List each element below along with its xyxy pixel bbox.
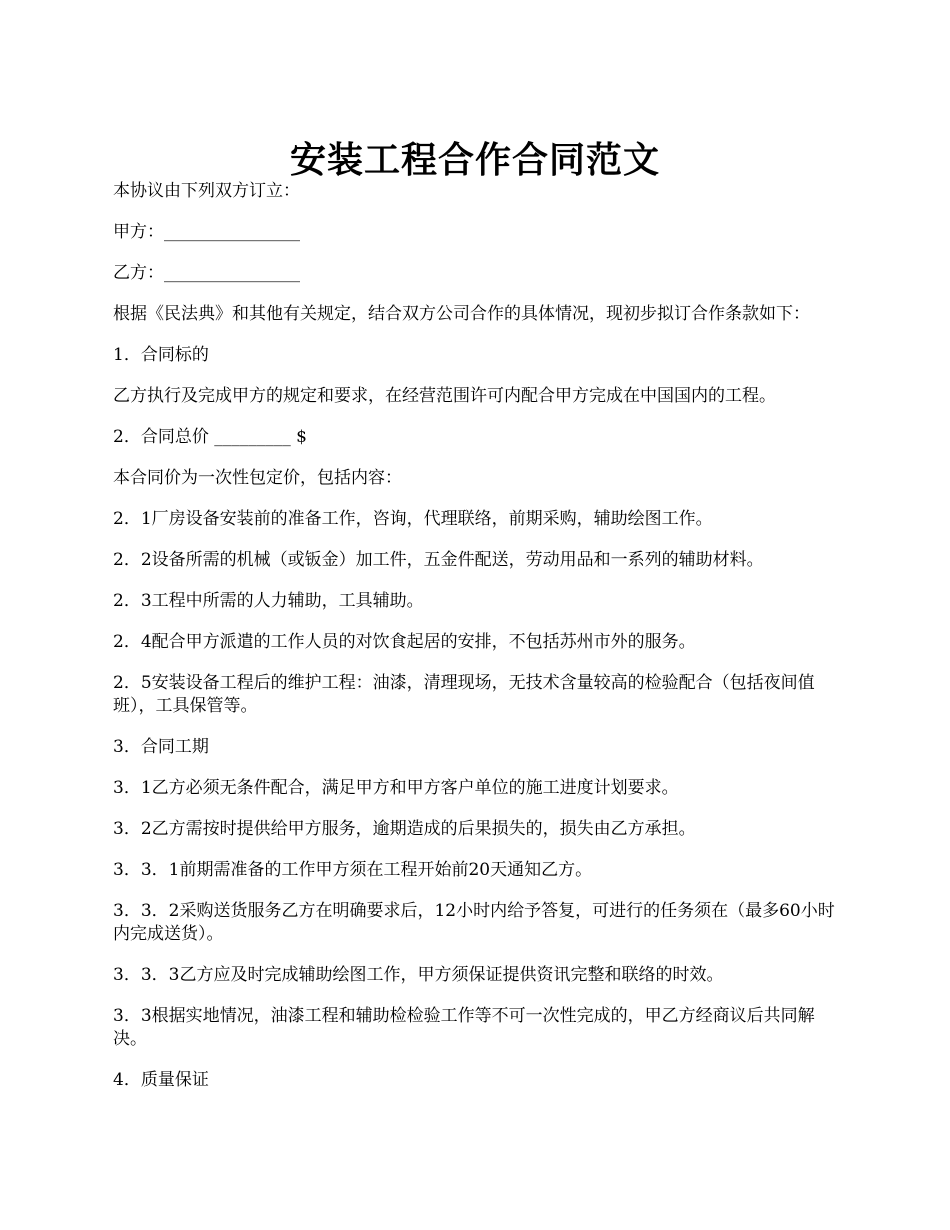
clause: 2．4配合甲方派遣的工作人员的对饮食起居的安排，不包括苏州市外的服务。: [113, 632, 696, 652]
document-title: 安装工程合作合同范文: [289, 139, 660, 182]
paragraph: 乙方执行及完成甲方的规定和要求，在经营范围许可内配合甲方完成在中国国内的工程。: [113, 386, 776, 406]
clause: 2．1厂房设备安装前的准备工作，咨询，代理联络，前期采购，辅助绘图工作。: [113, 509, 713, 529]
section-heading: 2．合同总价 _________ $: [113, 427, 307, 447]
paragraph: 根据《民法典》和其他有关规定，结合双方公司合作的具体情况，现初步拟订合作条款如下：: [113, 304, 810, 324]
clause: 2．5安装设备工程后的维护工程：油漆，清理现场，无技术含量较高的检验配合（包括夜间值班），工具保管等。: [113, 673, 815, 716]
section-heading: 3．合同工期: [113, 737, 209, 757]
paragraph: 本合同价为一次性包定价，包括内容：: [113, 468, 402, 488]
party-b-line: 乙方：________________: [113, 263, 300, 283]
section-heading: 1．合同标的: [113, 345, 209, 365]
clause: 3．3根据实地情况，油漆工程和辅助检检验工作等不可一次性完成的，甲乙方经商议后共同解决。: [113, 1006, 815, 1049]
document-body: [113, 180, 843, 1110]
clause: 3．3．1前期需准备的工作甲方须在工程开始前20天通知乙方。: [113, 860, 593, 880]
clause: 3．1乙方必须无条件配合，满足甲方和甲方客户单位的施工进度计划要求。: [113, 778, 679, 798]
clause: 2．2设备所需的机械（或钣金）加工件，五金件配送，劳动用品和一系列的辅助材料。: [113, 550, 764, 570]
paragraph: 本协议由下列双方订立：: [113, 181, 300, 201]
clause: 3．3．3乙方应及时完成辅助绘图工作，甲方须保证提供资讯完整和联络的时效。: [113, 965, 724, 985]
clause: 3．2乙方需按时提供给甲方服务，逾期造成的后果损失的，损失由乙方承担。: [113, 819, 696, 839]
clause: 3．3．2采购送货服务乙方在明确要求后，12小时内给予答复，可进行的任务须在（最多60小时内完成送货）。: [113, 901, 835, 944]
clause: 2．3工程中所需的人力辅助，工具辅助。: [113, 591, 424, 611]
party-a-line: 甲方：________________: [113, 222, 300, 242]
section-heading: 4．质量保证: [113, 1070, 209, 1090]
